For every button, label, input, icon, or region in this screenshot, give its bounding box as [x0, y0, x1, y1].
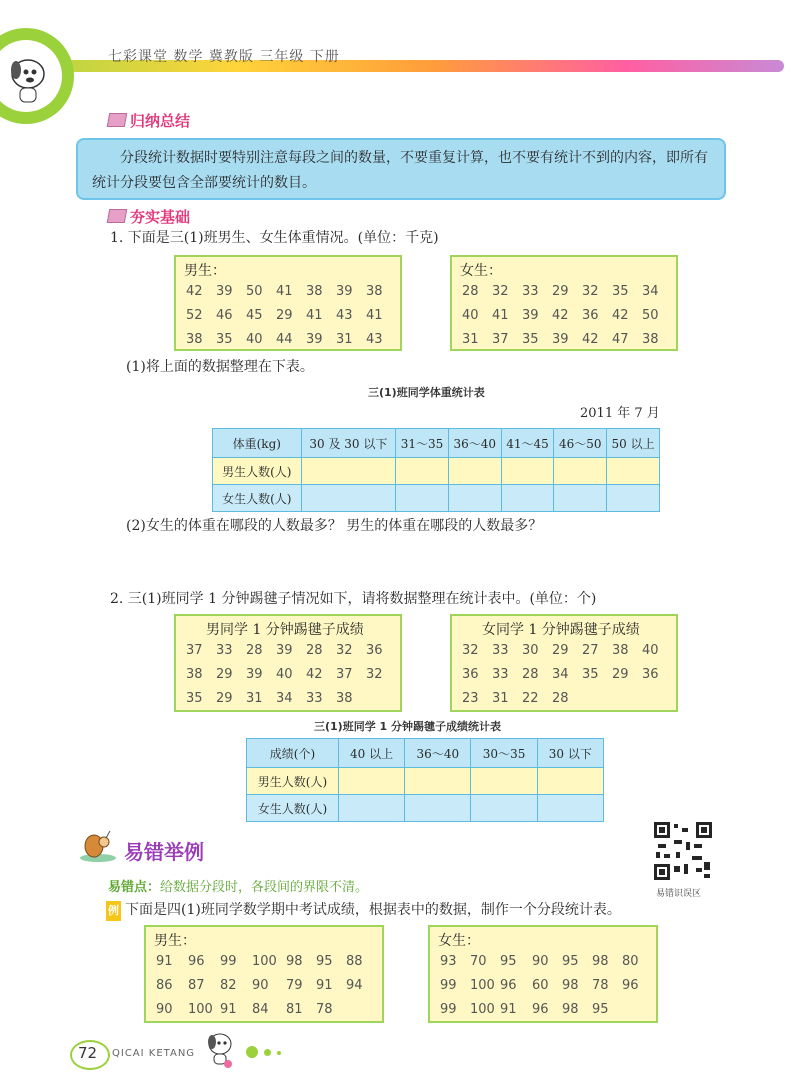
data-cell: 90 — [532, 953, 549, 969]
data-cell: 40 — [246, 331, 263, 347]
data-cell: 81 — [286, 1001, 303, 1017]
data-cell: 94 — [346, 977, 363, 993]
data-cell: 70 — [470, 953, 487, 969]
data-cell: 95 — [316, 953, 333, 969]
footer-dot-small — [277, 1051, 281, 1055]
data-cell: 52 — [186, 307, 203, 323]
data-cell: 40 — [642, 642, 659, 658]
data-cell: 96 — [188, 953, 205, 969]
example-line — [106, 900, 621, 921]
data-cell: 38 — [642, 331, 659, 347]
q1-boys-label: 男生： — [184, 263, 226, 279]
ex-boys-label: 男生： — [154, 933, 196, 949]
summary-section-label — [108, 110, 190, 131]
book-icon — [107, 113, 127, 127]
data-cell: 60 — [532, 977, 549, 993]
summary-text: 分段统计数据时要特别注意每段之间的数量，不要重复计算，也不要有统计不到的内容，即所有统计分段要包含全部要统计的数目。 — [92, 150, 708, 191]
page-number: 72 — [78, 1044, 98, 1062]
qr-code-icon[interactable] — [652, 820, 714, 882]
data-cell: 99 — [440, 1001, 457, 1017]
data-cell: 38 — [306, 283, 323, 299]
example-tag: 例 — [106, 901, 121, 921]
data-cell: 38 — [186, 666, 203, 682]
data-cell: 50 — [642, 307, 659, 323]
table-header-cell: 30～35 — [471, 739, 537, 768]
data-cell: 100 — [470, 1001, 495, 1017]
table-header-cell: 31～35 — [396, 429, 449, 458]
answer-cell[interactable] — [501, 485, 554, 512]
data-cell: 42 — [306, 666, 323, 682]
data-cell: 78 — [592, 977, 609, 993]
q1-boys-grid — [186, 279, 390, 351]
data-cell: 31 — [462, 331, 479, 347]
data-cell: 37 — [336, 666, 353, 682]
data-cell: 98 — [562, 1001, 579, 1017]
q2-boys-box — [174, 614, 402, 712]
data-cell: 45 — [246, 307, 263, 323]
data-cell: 50 — [246, 283, 263, 299]
data-cell: 35 — [612, 283, 629, 299]
data-cell: 88 — [346, 953, 363, 969]
data-cell: 33 — [492, 642, 509, 658]
table-header-cell: 36～40 — [448, 429, 501, 458]
data-cell: 39 — [306, 331, 323, 347]
data-cell: 35 — [522, 331, 539, 347]
data-cell: 100 — [470, 977, 495, 993]
data-cell: 95 — [592, 1001, 609, 1017]
ex-boys-grid — [156, 949, 370, 1021]
data-cell: 100 — [188, 1001, 213, 1017]
data-cell: 47 — [612, 331, 629, 347]
book-icon — [107, 209, 127, 223]
data-cell: 28 — [462, 283, 479, 299]
example-text: 下面是四(1)班同学数学期中考试成绩，根据表中的数据，制作一个分段统计表。 — [125, 902, 621, 918]
data-cell: 96 — [532, 1001, 549, 1017]
data-cell: 27 — [582, 642, 599, 658]
data-cell: 42 — [552, 307, 569, 323]
table-header-cell: 30 以下 — [537, 739, 603, 768]
data-cell: 82 — [220, 977, 237, 993]
table-header-cell: 50 以上 — [607, 429, 660, 458]
data-cell: 79 — [286, 977, 303, 993]
data-cell: 38 — [186, 331, 203, 347]
data-cell: 29 — [216, 690, 233, 706]
answer-cell[interactable] — [554, 485, 607, 512]
table-row-label: 男生人数(人) — [247, 768, 339, 795]
q1-table-date: 2011 年 7 月 — [580, 406, 660, 421]
data-cell: 31 — [492, 690, 509, 706]
data-cell: 80 — [622, 953, 639, 969]
data-cell: 39 — [216, 283, 233, 299]
data-cell: 98 — [286, 953, 303, 969]
table-row-label: 女生人数(人) — [213, 485, 302, 512]
data-cell: 43 — [336, 307, 353, 323]
data-cell: 41 — [366, 307, 383, 323]
answer-cell[interactable] — [471, 768, 537, 795]
q1-table-title: 三(1)班同学体重统计表 — [368, 386, 485, 399]
summary-section-title: 归纳总结 — [130, 112, 191, 130]
data-cell: 33 — [216, 642, 233, 658]
data-cell: 98 — [592, 953, 609, 969]
q2-kick-table — [246, 738, 604, 822]
qr-caption: 易错识误区 — [656, 889, 702, 899]
data-cell: 35 — [216, 331, 233, 347]
data-cell: 28 — [552, 690, 569, 706]
data-cell: 28 — [522, 666, 539, 682]
summary-box — [76, 138, 726, 200]
answer-cell[interactable] — [396, 485, 449, 512]
q1-weight-table — [212, 428, 660, 512]
answer-cell[interactable] — [471, 795, 537, 822]
data-cell: 86 — [156, 977, 173, 993]
q1-sub2: (2)女生的体重在哪段的人数最多？ 男生的体重在哪段的人数最多？ — [126, 518, 543, 534]
data-cell: 91 — [500, 1001, 517, 1017]
data-cell: 28 — [306, 642, 323, 658]
ex-boys-box — [144, 925, 384, 1023]
q2-boys-label: 男同学 1 分钟踢毽子成绩 — [206, 622, 364, 638]
data-cell: 31 — [336, 331, 353, 347]
data-cell: 22 — [522, 690, 539, 706]
ex-girls-label: 女生： — [438, 933, 480, 949]
data-cell: 32 — [462, 642, 479, 658]
answer-cell[interactable] — [448, 485, 501, 512]
data-cell: 43 — [366, 331, 383, 347]
header-mascot-icon — [0, 40, 62, 112]
q2-table-title: 三(1)班同学 1 分钟踢毽子成绩统计表 — [314, 720, 502, 733]
data-cell: 96 — [622, 977, 639, 993]
errors-section-title: 易错举例 — [124, 840, 204, 864]
table-header-cell: 体重(kg) — [213, 429, 302, 458]
data-cell: 96 — [500, 977, 517, 993]
data-cell: 32 — [336, 642, 353, 658]
data-cell: 99 — [220, 953, 237, 969]
data-cell: 29 — [276, 307, 293, 323]
answer-cell[interactable] — [448, 458, 501, 485]
data-cell: 90 — [252, 977, 269, 993]
data-cell: 41 — [276, 283, 293, 299]
q1-prompt: 1. 下面是三(1)班男生、女生体重情况。(单位：千克) — [110, 230, 439, 246]
ex-girls-box — [428, 925, 658, 1023]
data-cell: 36 — [582, 307, 599, 323]
data-cell: 33 — [522, 283, 539, 299]
basics-section-label — [108, 206, 190, 227]
table-header-cell: 40 以上 — [338, 739, 404, 768]
data-cell: 41 — [306, 307, 323, 323]
data-cell: 36 — [642, 666, 659, 682]
data-cell: 40 — [276, 666, 293, 682]
ex-girls-grid — [440, 949, 646, 1021]
error-hint — [108, 876, 368, 895]
footer-mascot-icon — [200, 1030, 240, 1070]
data-cell: 39 — [522, 307, 539, 323]
data-cell: 93 — [440, 953, 457, 969]
data-cell: 32 — [492, 283, 509, 299]
data-cell: 35 — [582, 666, 599, 682]
data-cell: 98 — [562, 977, 579, 993]
answer-cell[interactable] — [554, 458, 607, 485]
data-cell: 41 — [492, 307, 509, 323]
q2-girls-box — [450, 614, 678, 712]
footer-dot-medium — [264, 1049, 271, 1056]
q2-boys-grid — [186, 638, 390, 710]
data-cell: 38 — [366, 283, 383, 299]
data-cell: 99 — [440, 977, 457, 993]
data-cell: 87 — [188, 977, 205, 993]
data-cell: 39 — [246, 666, 263, 682]
answer-cell[interactable] — [537, 768, 603, 795]
hint-label: 易错点： — [108, 880, 161, 895]
table-row-label: 男生人数(人) — [213, 458, 302, 485]
table-header-cell: 30 及 30 以下 — [301, 429, 396, 458]
table-row-label: 女生人数(人) — [247, 795, 339, 822]
data-cell: 95 — [562, 953, 579, 969]
data-cell: 34 — [552, 666, 569, 682]
q1-girls-label: 女生： — [460, 263, 502, 279]
table-header-cell: 46～50 — [554, 429, 607, 458]
data-cell: 28 — [246, 642, 263, 658]
q1-girls-grid — [462, 279, 666, 351]
data-cell: 91 — [156, 953, 173, 969]
answer-cell[interactable] — [396, 458, 449, 485]
data-cell: 95 — [500, 953, 517, 969]
answer-cell[interactable] — [501, 458, 554, 485]
data-cell: 78 — [316, 1001, 333, 1017]
data-cell: 33 — [306, 690, 323, 706]
data-cell: 37 — [186, 642, 203, 658]
data-cell: 36 — [462, 666, 479, 682]
q2-girls-label: 女同学 1 分钟踢毽子成绩 — [482, 622, 640, 638]
answer-cell[interactable] — [607, 485, 660, 512]
answer-cell[interactable] — [338, 795, 404, 822]
data-cell: 84 — [252, 1001, 269, 1017]
data-cell: 35 — [186, 690, 203, 706]
data-cell: 100 — [252, 953, 277, 969]
table-header-cell: 36～40 — [405, 739, 471, 768]
table-header-cell: 成绩(个) — [247, 739, 339, 768]
data-cell: 29 — [612, 666, 629, 682]
data-cell: 33 — [492, 666, 509, 682]
answer-cell[interactable] — [607, 458, 660, 485]
data-cell: 34 — [642, 283, 659, 299]
data-cell: 32 — [582, 283, 599, 299]
data-cell: 42 — [582, 331, 599, 347]
data-cell: 42 — [612, 307, 629, 323]
data-cell: 39 — [276, 642, 293, 658]
data-cell: 44 — [276, 331, 293, 347]
hint-text: 给数据分段时，各段间的界限不清。 — [160, 880, 369, 895]
data-cell: 34 — [276, 690, 293, 706]
data-cell: 39 — [336, 283, 353, 299]
q1-girls-box — [450, 255, 678, 351]
answer-cell[interactable] — [405, 795, 471, 822]
q1-boys-box — [174, 255, 402, 351]
data-cell: 30 — [522, 642, 539, 658]
data-cell: 29 — [552, 642, 569, 658]
data-cell: 46 — [216, 307, 233, 323]
data-cell: 37 — [492, 331, 509, 347]
q2-girls-grid — [462, 638, 666, 710]
data-cell: 32 — [366, 666, 383, 682]
snail-mascot-icon — [78, 828, 118, 864]
footer-dot-large — [246, 1046, 258, 1058]
data-cell: 36 — [366, 642, 383, 658]
data-cell: 29 — [216, 666, 233, 682]
basics-section-title: 夯实基础 — [130, 208, 191, 226]
data-cell: 38 — [612, 642, 629, 658]
answer-cell[interactable] — [301, 485, 396, 512]
data-cell: 90 — [156, 1001, 173, 1017]
footer-brand: QICAI KETANG — [112, 1048, 196, 1059]
data-cell: 39 — [552, 331, 569, 347]
answer-cell[interactable] — [338, 768, 404, 795]
data-cell: 91 — [316, 977, 333, 993]
data-cell: 31 — [246, 690, 263, 706]
data-cell: 91 — [220, 1001, 237, 1017]
answer-cell[interactable] — [405, 768, 471, 795]
data-cell: 29 — [552, 283, 569, 299]
q2-prompt: 2. 三(1)班同学 1 分钟踢毽子情况如下，请将数据整理在统计表中。(单位：个) — [110, 591, 597, 607]
data-cell: 23 — [462, 690, 479, 706]
data-cell: 42 — [186, 283, 203, 299]
q1-sub1: (1)将上面的数据整理在下表。 — [126, 359, 314, 375]
table-header-cell: 41～45 — [501, 429, 554, 458]
header-title: 七彩课堂 数学 冀教版 三年级 下册 — [108, 49, 340, 65]
answer-cell[interactable] — [301, 458, 396, 485]
answer-cell[interactable] — [537, 795, 603, 822]
data-cell: 40 — [462, 307, 479, 323]
data-cell: 38 — [336, 690, 353, 706]
